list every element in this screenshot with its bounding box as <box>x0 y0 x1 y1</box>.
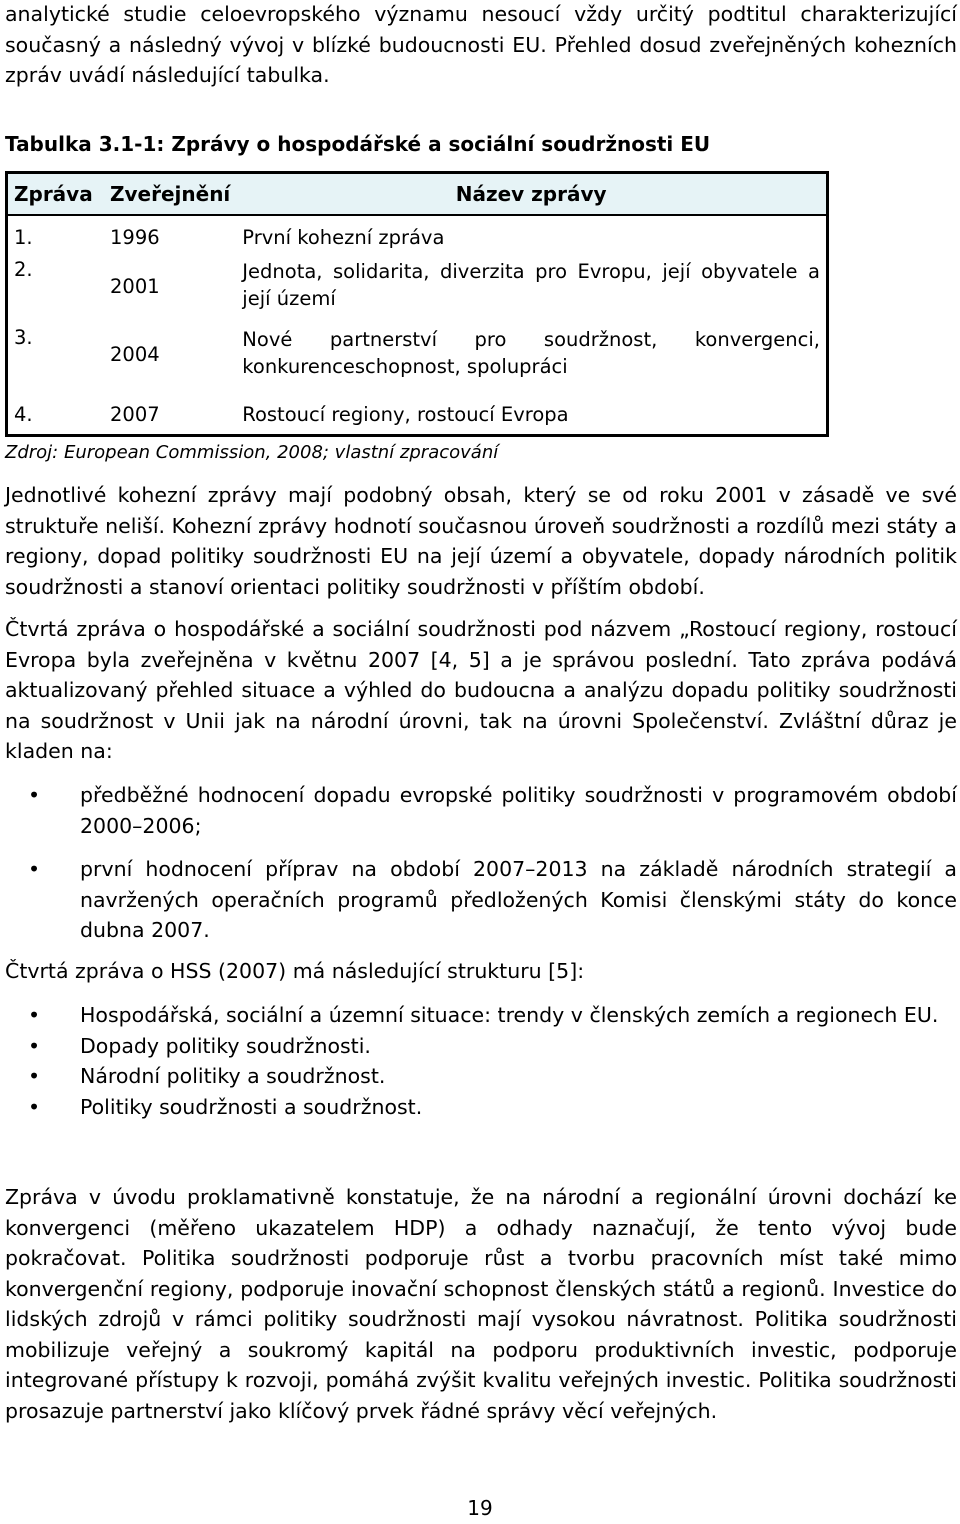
list-item <box>5 854 957 946</box>
row-title: Nové partnerství pro soudržnost, konvergenci, konkurenceschopnost, spolupráci <box>242 328 820 378</box>
list-item-text: Dopady politiky soudržnosti. <box>80 1033 371 1058</box>
row-number: 3. <box>14 326 33 349</box>
paragraph-conclusions: Zpráva v úvodu proklamativně konstatuje, že na národní a regionální úrovni dochází ke konvergenci (měřeno ukazatelem HDP) a odhady naznačují, že tento vývoj bude pokračovat. Politika soudržnosti podporuje růst a tvorbu pracovních míst také mimo konvergenční regiony, podporuje inovační schopnost členských států a regionů. Investice do lidských zdrojů v rámci politiky soudržnosti mají vysokou návratnost. Politika soudržnosti mobilizuje veřejný a soukromý kapitál na podporu produktivních investic, podporuje integrované přístupy k rozvoji, pomáhá zvýšit kvalitu veřejných investic. Politika soudržnosti prosazuje partnerství jako klíčový prvek řádné správy věcí veřejných. <box>5 1185 957 1423</box>
list-item-text: Národní politiky a soudržnost. <box>80 1064 386 1088</box>
list-item <box>5 1000 957 1031</box>
table-source-note: Zdroj: European Commission, 2008; vlastní zpracování <box>5 442 499 463</box>
header-report-name: Název zprávy <box>455 182 607 206</box>
list-item <box>5 1031 957 1062</box>
list-item <box>5 780 957 841</box>
table-row <box>7 258 828 326</box>
row-year: 2004 <box>110 343 160 366</box>
cohesion-reports-table <box>5 171 829 437</box>
paragraph-fourth-report: Čtvrtá zpráva o hospodářské a sociální soudržnosti pod názvem „Rostoucí regiony, rostoucí Evropa byla zveřejněna v květnu 2007 [4, 5] a je správou poslední. Tato zpráva podává aktualizovaný přehled situace a výhled do budoucna a analýzu dopadu politiky soudržnosti na soudržnost v Unii jak na národní úrovni, tak na úrovni Společenství. Zvláštní důraz je kladen na: <box>5 617 957 763</box>
row-title: Jednota, solidarita, diverzita pro Evropu, její obyvatele a její území <box>242 260 820 310</box>
table-row <box>7 326 828 394</box>
bullet-icon: • <box>28 1033 41 1058</box>
row-number: 1. <box>7 215 105 258</box>
intro-paragraph: analytické studie celoevropského významu nesoucí vždy určitý podtitul charakterizující současný a následný vývoj v blízké budoucnosti EU. Přehled dosud zveřejněných kohezních zpráv uvádí následující tabulka. <box>5 2 957 87</box>
list-item-text: Hospodářská, sociální a územní situace: trendy v členských zemích a regionech EU. <box>80 1003 939 1027</box>
bullet-icon: • <box>28 1064 41 1088</box>
row-title: Rostoucí regiony, rostoucí Evropa <box>242 402 569 426</box>
list-item <box>5 1061 957 1092</box>
paragraph-reports-content: Jednotlivé kohezní zprávy mají podobný obsah, který se od roku 2001 v zásadě ve své struktuře neliší. Kohezní zprávy hodnotí současnou úroveň soudržnosti a rozdílů mezi státy a regiony, dopad politiky soudržnosti EU na její území a obyvatele, dopady národních politik soudržnosti a stanoví orientaci politiky soudržnosti v příštím období. <box>5 483 957 599</box>
paragraph-structure-intro: Čtvrtá zpráva o HSS (2007) má následující strukturu [5]: <box>5 959 585 983</box>
list-item-text: Politiky soudržnosti a soudržnost. <box>80 1094 423 1119</box>
structure-list <box>5 1000 957 1122</box>
bullet-icon: • <box>28 1003 41 1027</box>
row-year: 2001 <box>110 275 160 298</box>
bullet-icon: • <box>28 857 41 881</box>
page-number: 19 <box>467 1496 493 1520</box>
row-title: První kohezní zpráva <box>236 215 827 258</box>
list-item-text: předběžné hodnocení dopadu evropské politiky soudržnosti v programovém období 2000–2006; <box>80 783 957 838</box>
table-header-row <box>7 173 828 216</box>
row-number: 4. <box>14 402 33 426</box>
row-year: 2007 <box>110 402 160 426</box>
table-caption: Tabulka 3.1-1: Zprávy o hospodářské a sociální soudržnosti EU <box>5 132 711 156</box>
table-row <box>7 394 828 436</box>
row-number: 2. <box>14 258 33 281</box>
row-year: 1996 <box>104 215 236 258</box>
table-row <box>7 215 828 258</box>
bullet-icon: • <box>28 1094 41 1119</box>
list-item <box>5 1092 957 1123</box>
header-published: Zveřejnění <box>110 182 231 206</box>
list-item-text: první hodnocení příprav na období 2007–2013 na základě národních strategií a navržených operačních programů předložených Komisi členskými státy do konce dubna 2007. <box>80 857 957 942</box>
emphasis-list <box>5 780 957 946</box>
bullet-icon: • <box>28 783 41 807</box>
header-report: Zpráva <box>14 182 93 206</box>
